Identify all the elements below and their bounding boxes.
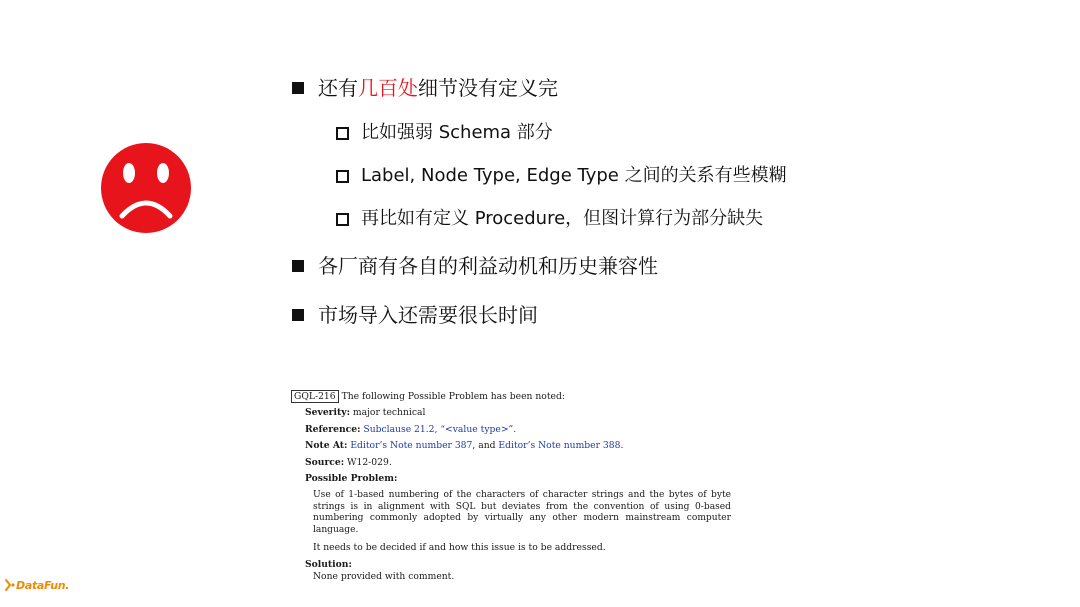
bullet-text: 还有几百处细节没有定义完	[318, 76, 558, 100]
issue-intro: The following Possible Problem has been noted:	[341, 391, 565, 402]
reference-link[interactable]: Subclause 21.2, “<value type>”.	[363, 423, 517, 435]
logo-text: DataFun.	[16, 578, 70, 592]
highlight-text: 几百处	[358, 76, 418, 100]
editors-note-387-link[interactable]: Editor’s Note number 387	[350, 440, 473, 452]
reference-line: Reference: Subclause 21.2, “<value type>”.	[305, 423, 517, 435]
square-bullet-icon	[292, 82, 304, 94]
issue-tag: GQL-216	[291, 390, 339, 403]
sub-bullet-text: Label, Node Type, Edge Type 之间的关系有些模糊	[361, 165, 787, 186]
issue-excerpt	[291, 389, 731, 582]
sub-bullet-item	[336, 206, 763, 232]
hollow-square-bullet-icon	[336, 127, 349, 140]
hollow-square-bullet-icon	[336, 213, 349, 226]
editors-note-388-link[interactable]: Editor’s Note number 388	[498, 440, 621, 452]
sad-face-icon	[100, 142, 192, 234]
issue-header	[291, 389, 731, 405]
bullet-text: 各厂商有各自的利益动机和历史兼容性	[318, 254, 658, 278]
sub-bullet-item	[336, 120, 553, 146]
decide-text: It needs to be decided if and how this issue is to be addressed.	[313, 542, 606, 554]
datafun-logo	[4, 578, 69, 592]
hollow-square-bullet-icon	[336, 170, 349, 183]
solution-text: None provided with comment.	[313, 570, 455, 582]
bullet-text: 市场导入还需要很长时间	[318, 303, 538, 327]
source-line: Source: W12-029.	[305, 456, 392, 468]
sub-bullet-text: 再比如有定义 Procedure，但图计算行为部分缺失	[361, 208, 764, 229]
problem-text: Use of 1-based numbering of the characters of character strings and the bytes of byte strings is in alignment with SQL but deviates from the convention of using 0-based numbering commonly adopted by virtually any other modern mainstream computer language.	[313, 490, 731, 535]
bullet-item	[292, 74, 558, 102]
solution-label: Solution:	[305, 559, 352, 571]
sub-bullet-item	[336, 163, 787, 189]
square-bullet-icon	[292, 260, 304, 272]
severity-line: Severity: major technical	[305, 407, 426, 419]
problem-label: Possible Problem:	[305, 473, 398, 485]
note-line: Note At: Editor’s Note number 387, and Editor’s Note number 388.	[305, 440, 624, 452]
bullet-item	[292, 301, 538, 329]
square-bullet-icon	[292, 309, 304, 321]
bullet-item	[292, 252, 658, 280]
datafun-mark-icon	[4, 578, 16, 592]
sub-bullet-text: 比如强弱 Schema 部分	[361, 122, 553, 143]
